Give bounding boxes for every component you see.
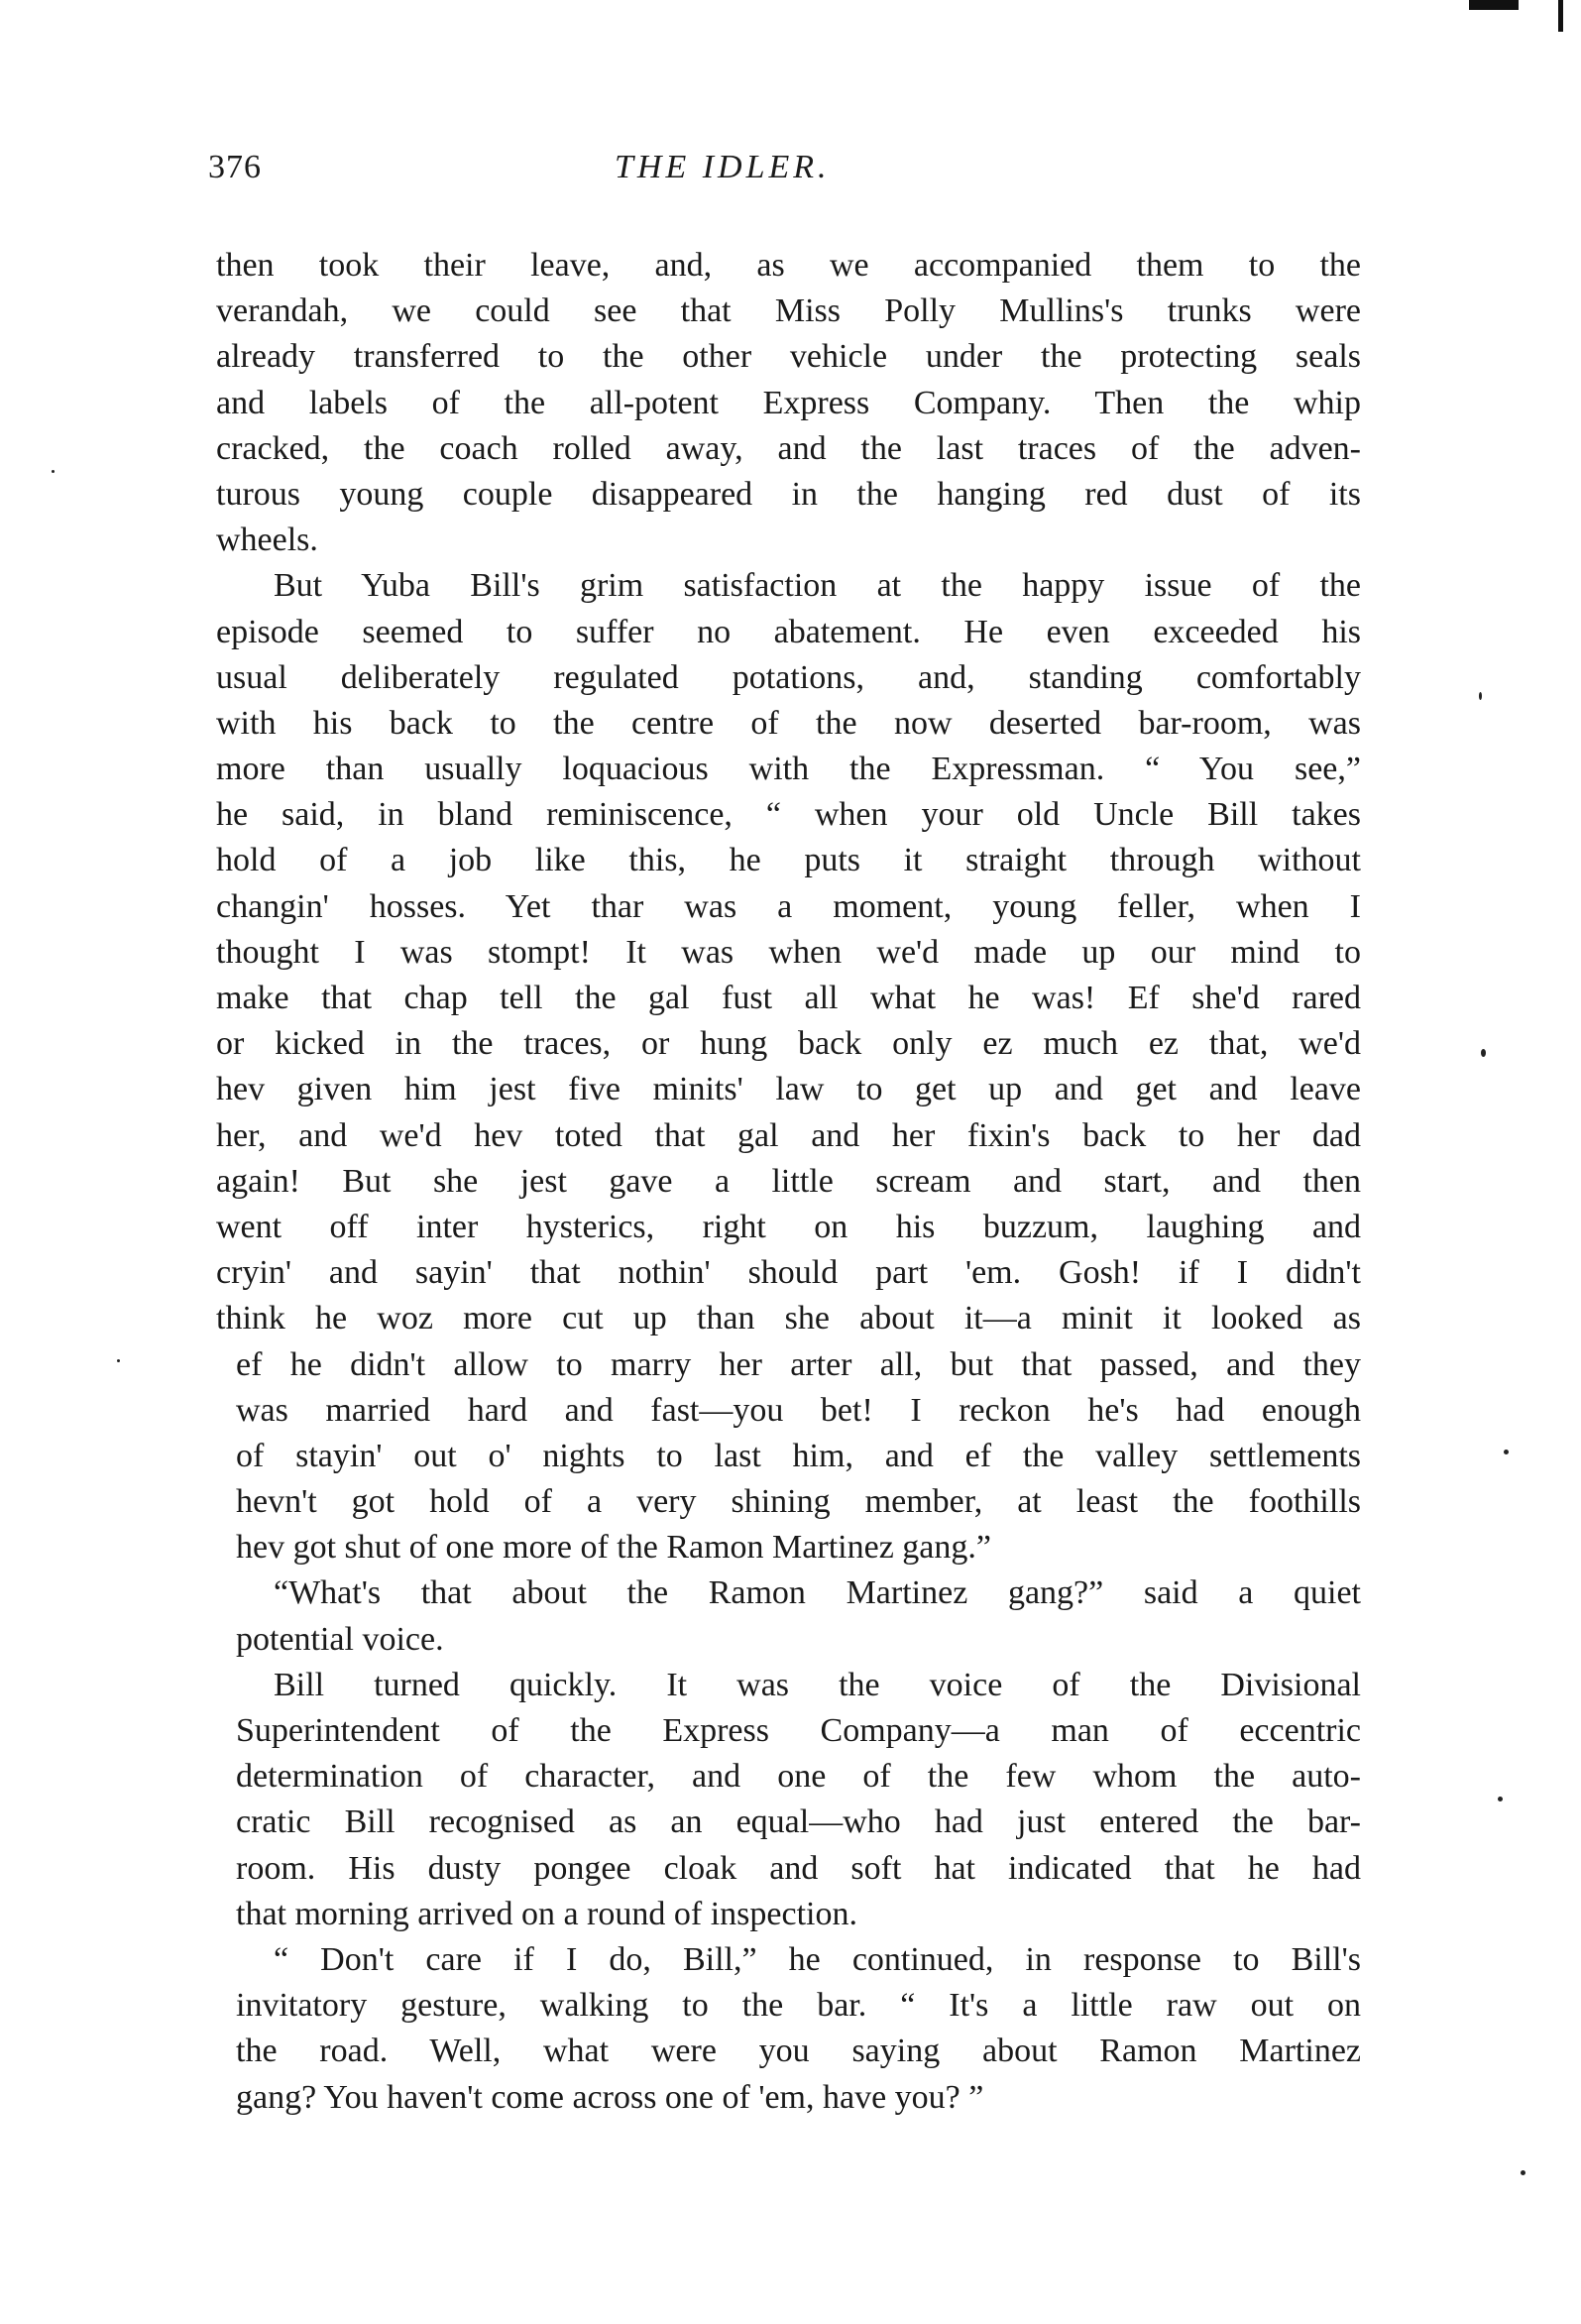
text-line: more than usually loquacious with the Expressman. “ You see,” <box>216 751 1361 788</box>
text-line: cratic Bill recognised as an equal—who had just entered the bar- <box>236 1803 1361 1841</box>
text-line: determination of character, and one of the few whom the auto- <box>236 1758 1361 1796</box>
text-line: changin' hosses. Yet thar was a moment, young feller, when I <box>216 887 1361 925</box>
scan-mark <box>1469 0 1519 10</box>
text-line: Bill turned quickly. It was the voice of the Divisional <box>274 1666 1361 1703</box>
scan-speck <box>1481 1049 1486 1057</box>
text-line: with his back to the centre of the now deserted bar-room, was <box>216 704 1361 742</box>
text-line: the road. Well, what were you saying about Ramon Martinez <box>236 2033 1361 2070</box>
text-line: room. His dusty pongee cloak and soft hat indicated that he had <box>236 1849 1361 1887</box>
text-line: invitatory gesture, walking to the bar. “ It's a little raw out on <box>236 1987 1361 2025</box>
scan-speck <box>1521 2170 1525 2175</box>
text-line: think he woz more cut up than she about it—a minit it looked as <box>216 1300 1361 1337</box>
scan-speck <box>52 470 55 473</box>
text-line: of stayin' out o' nights to last him, and ef the valley settlements <box>236 1437 1361 1474</box>
page-number: 376 <box>208 149 262 185</box>
text-line: that morning arrived on a round of inspection. <box>236 1895 857 1932</box>
text-line: thought I was stompt! It was when we'd made up our mind to <box>216 933 1361 971</box>
text-line: hev given him jest five minits' law to get up and get and leave <box>216 1071 1361 1108</box>
text-line: already transferred to the other vehicle under the protecting seals <box>216 338 1361 376</box>
text-line: episode seemed to suffer no abatement. He even exceeded his <box>216 613 1361 650</box>
text-line: hold of a job like this, he puts it straight through without <box>216 842 1361 879</box>
text-line: ef he didn't allow to marry her arter all, but that passed, and they <box>236 1345 1361 1383</box>
text-line: again! But she jest gave a little scream and start, and then <box>216 1162 1361 1200</box>
text-line: But Yuba Bill's grim satisfaction at the happy issue of the <box>274 567 1361 605</box>
text-line: “ Don't care if I do, Bill,” he continued, in response to Bill's <box>274 1940 1361 1978</box>
text-line: was married hard and fast—you bet! I reckon he's had enough <box>236 1391 1361 1429</box>
text-line: make that chap tell the gal fust all what he was! Ef she'd rared <box>216 980 1361 1016</box>
text-line: hev got shut of one more of the Ramon Martinez gang.” <box>236 1529 991 1567</box>
running-head: THE IDLER. <box>615 149 831 185</box>
text-line: then took their leave, and, as we accompanied them to the <box>216 247 1361 284</box>
page-header <box>0 149 1581 198</box>
text-line: cracked, the coach rolled away, and the last traces of the adven- <box>216 429 1361 467</box>
text-line: and labels of the all-potent Express Company. Then the whip <box>216 384 1361 421</box>
text-line: “What's that about the Ramon Martinez gang?” said a quiet <box>274 1574 1361 1612</box>
text-line: Superintendent of the Express Company—a man of eccentric <box>236 1712 1361 1749</box>
scan-mark <box>1558 0 1563 32</box>
scan-speck <box>1504 1450 1509 1454</box>
text-line: verandah, we could see that Miss Polly Mullins's trunks were <box>216 292 1361 330</box>
text-line: turous young couple disappeared in the hanging red dust of its <box>216 475 1361 513</box>
text-line: hevn't got hold of a very shining member, at least the foothills <box>236 1483 1361 1521</box>
scan-speck <box>1479 692 1482 700</box>
text-line: potential voice. <box>236 1620 444 1658</box>
body-text <box>216 243 1361 2121</box>
text-line: or kicked in the traces, or hung back only ez much ez that, we'd <box>216 1025 1361 1063</box>
text-line: wheels. <box>216 522 318 559</box>
scan-speck <box>117 1359 120 1362</box>
text-line: gang? You haven't come across one of 'em, have you? ” <box>236 2078 984 2116</box>
text-line: usual deliberately regulated potations, and, standing comfortably <box>216 658 1361 696</box>
text-line: cryin' and sayin' that nothin' should part 'em. Gosh! if I didn't <box>216 1254 1361 1292</box>
text-line: went off inter hysterics, right on his buzzum, laughing and <box>216 1208 1361 1245</box>
text-line: he said, in bland reminiscence, “ when your old Uncle Bill takes <box>216 796 1361 834</box>
text-line: her, and we'd hev toted that gal and her fixin's back to her dad <box>216 1116 1361 1154</box>
scan-speck <box>1498 1797 1503 1801</box>
